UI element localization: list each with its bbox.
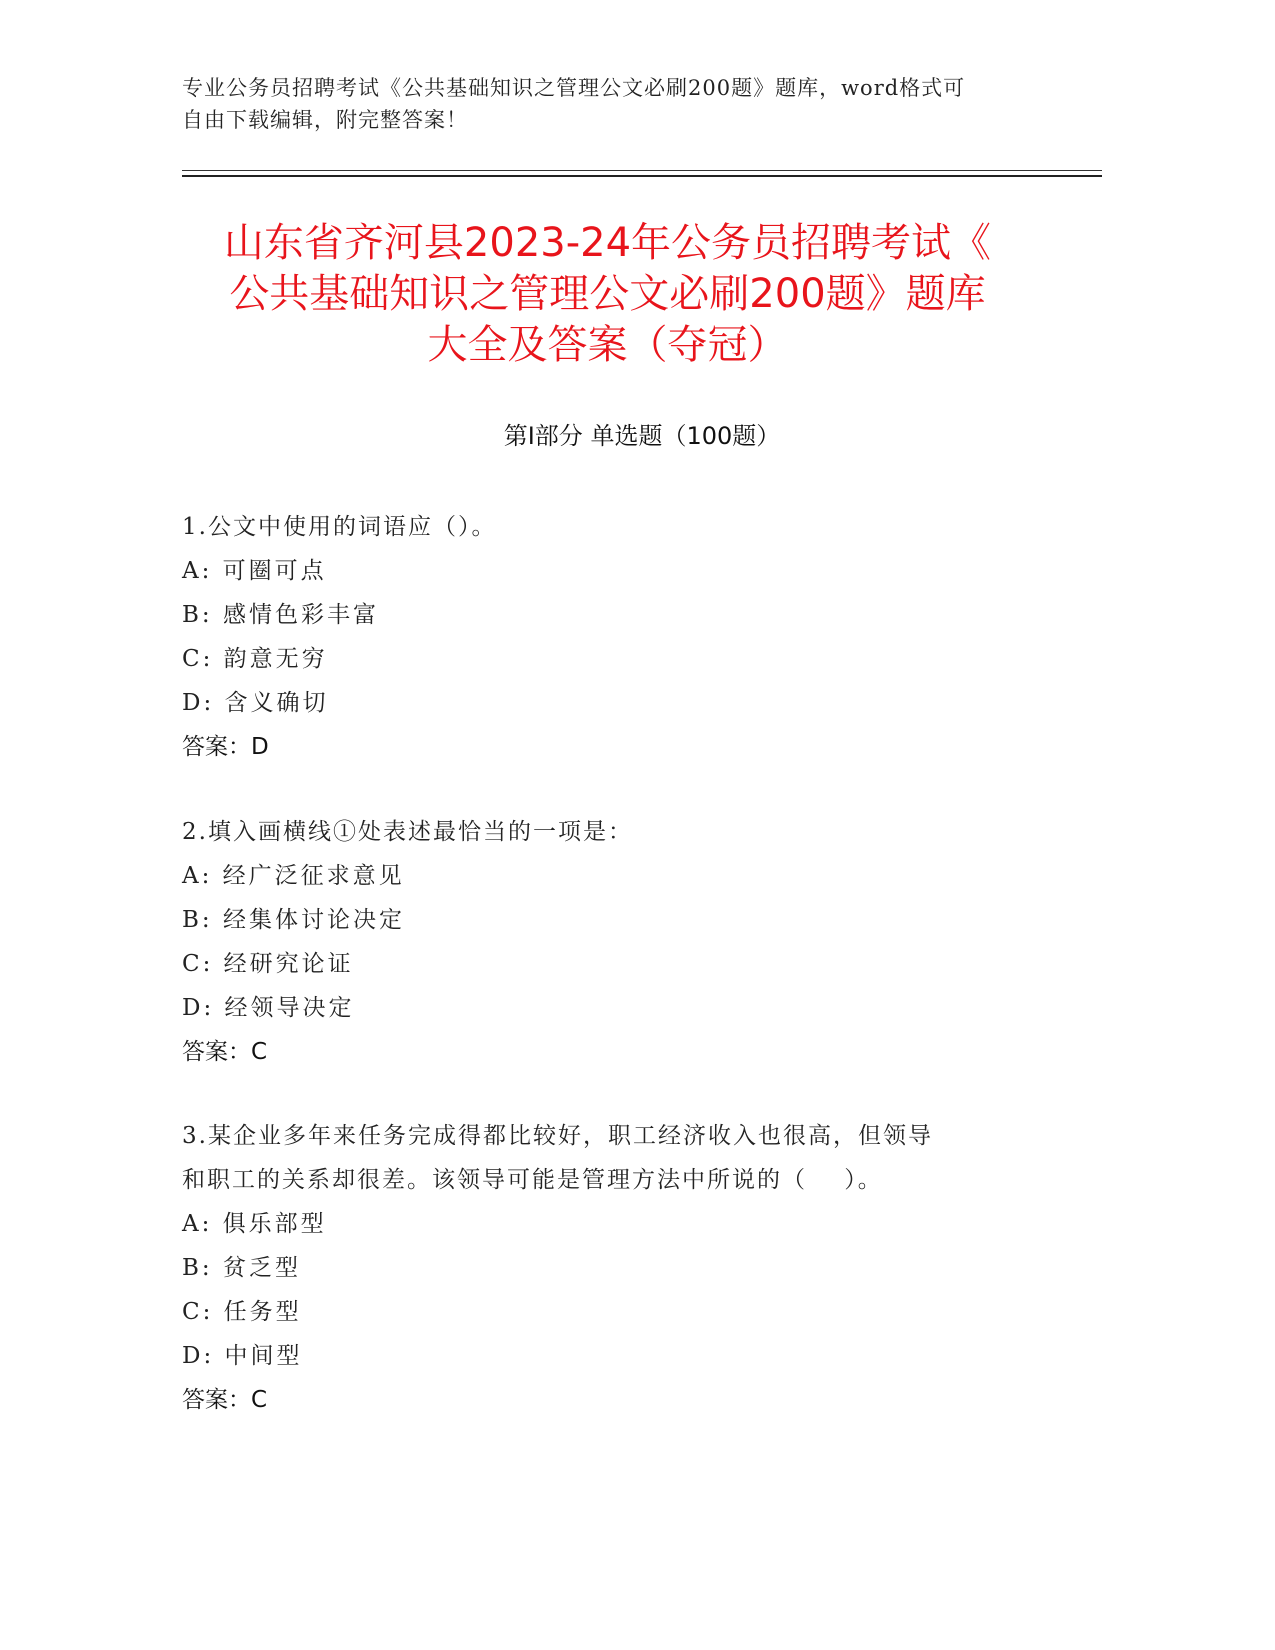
option-b: B: 感情色彩丰富 [182,602,379,628]
option-b: B: 贫乏型 [182,1255,301,1281]
question-stem-line1: 3.某企业多年来任务完成得都比较好，职工经济收入也很高，但领导 [182,1123,933,1149]
title-line2: 公共基础知识之管理公文必刷200题》题库 [229,271,986,317]
title-line3: 大全及答案（夺冠） [427,322,788,368]
option-a: A: 可圈可点 [182,558,327,584]
header-rule-bottom [182,175,1102,177]
document-title [170,218,1045,371]
question-2 [182,810,1062,1074]
answer: 答案：D [182,734,269,760]
section-heading: 第Ⅰ部分 单选题（100题） [503,422,781,450]
option-c: C: 韵意无穷 [182,646,328,672]
title-line1: 山东省齐河县2023-24年公务员招聘考试《 [223,220,992,266]
option-d: D: 经领导决定 [182,995,355,1021]
question-1 [182,505,1062,769]
question-3 [182,1114,1062,1422]
option-a: A: 经广泛征求意见 [182,863,405,889]
answer: 答案：C [182,1387,268,1413]
option-d: D: 含义确切 [182,690,329,716]
answer: 答案：C [182,1039,268,1065]
header-rule-top [182,170,1102,171]
option-a: A: 俱乐部型 [182,1211,327,1237]
header-note-line1: 专业公务员招聘考试《公共基础知识之管理公文必刷200题》题库，word格式可 [182,76,966,100]
option-c: C: 任务型 [182,1299,302,1325]
option-b: B: 经集体讨论决定 [182,907,405,933]
option-d: D: 中间型 [182,1343,303,1369]
question-stem: 1.公文中使用的词语应（）。 [182,514,497,540]
question-stem: 2.填入画横线①处表述最恰当的一项是： [182,819,633,845]
header-note-line2: 自由下载编辑，附完整答案！ [182,108,468,132]
option-c: C: 经研究论证 [182,951,354,977]
header-note [182,72,1042,136]
question-stem-line2: 和职工的关系却很差。该领导可能是管理方法中所说的（ ）。 [182,1167,883,1193]
